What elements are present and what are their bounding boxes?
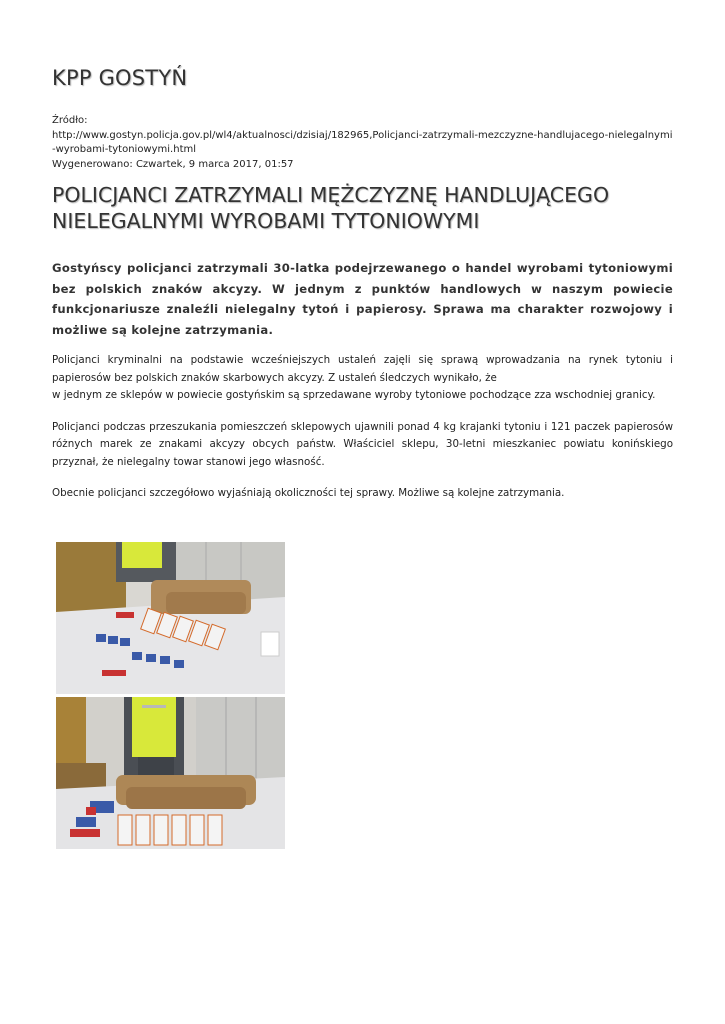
generated-date: Wygenerowano: Czwartek, 9 marca 2017, 01:57: [52, 158, 294, 170]
article-title-line1: POLICJANCI ZATRZYMALI MĘŻCZYZNĘ HANDLUJĄCEGO: [52, 183, 610, 207]
source-label: Źródło:: [52, 115, 88, 126]
article-title-line2: NIELEGALNYMI WYROBAMI TYTONIOWYMI: [52, 209, 480, 233]
source-meta: [52, 114, 673, 172]
paragraph-3: Obecnie policjanci szczegółowo wyjaśniają okoliczności tej sprawy. Możliwe są kolejne zatrzymania.: [52, 487, 565, 499]
paragraph-2: Policjanci podczas przeszukania pomieszczeń sklepowych ujawnili ponad 4 kg krajanki tytoniu i 121 paczek papierosów różnych marek ze znakami akcyzy obcych państw. Właściciel sklepu, 30-letni mieszkaniec powiatu konińskiego przyznał, że nielegalny towar stanowi jego własność.: [52, 420, 673, 468]
evidence-photo-2: [56, 697, 285, 849]
evidence-photo-1: [56, 542, 285, 694]
paragraph-1-part-a: Policjanci kryminalni na podstawie wcześniejszych ustaleń zajęli się sprawą wprowadzania na rynek tytoniu i papierosów bez polskich znaków skarbowych akcyzy. Z ustaleń śledczych wynikało, że: [52, 354, 673, 384]
source-url: http://www.gostyn.policja.gov.pl/wl4/aktualnosci/dzisiaj/182965,Policjanci-zatrzymali-mezczyzne-handlujacego-nielegalnymi-wyrobami-tytoniowymi.html: [52, 129, 673, 155]
article-lead: Gostyńscy policjanci zatrzymali 30-latka podejrzewanego o handel wyrobami tytoniowymi bez polskich znaków akcyzy. W jednym z punktów handlowych w naszym powiecie funkcjonariusze znaleźli nielegalny tytoń i papierosy. Sprawa ma charakter rozwojowy i możliwe są kolejne zatrzymania.: [52, 261, 673, 337]
article-body: [52, 352, 673, 517]
site-title: KPP GOSTYŃ: [52, 66, 188, 90]
paragraph-1-part-b: w jednym ze sklepów w powiecie gostyńskim są sprzedawane wyroby tytoniowe pochodzące zza wschodniej granicy.: [52, 389, 656, 401]
article-title: [52, 182, 673, 234]
paragraph-1: [52, 352, 673, 405]
